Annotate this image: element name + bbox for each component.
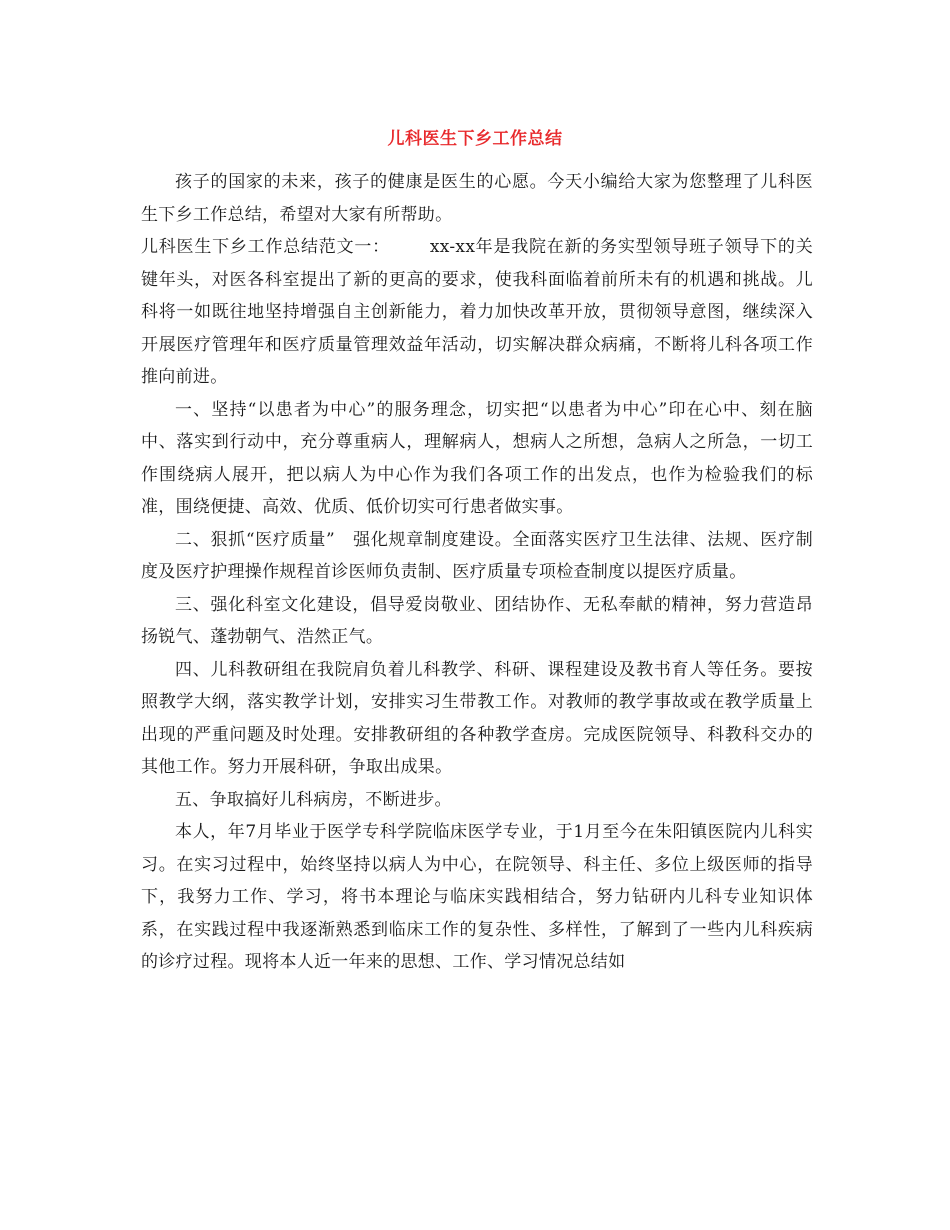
sample-body: xx-xx年是我院在新的务实型领导班子领导下的关键年头，对医各科室提出了新的更高的要求，使我科面临着前所未有的机遇和挑战。儿科将一如既往地坚持增强自主创新能力，着力加快改革开放，贯彻领导意图，继续深入开展医疗管理年和医疗质量管理效益年活动，切实解决群众病痛，不断将儿科各项工作推向前进。 [141, 237, 813, 387]
sample-paragraph [141, 231, 813, 394]
point-three-paragraph: 三、强化科室文化建设，倡导爱岗敬业、团结协作、无私奉献的精神，努力营造昂扬锐气、蓬勃朝气、浩然正气。 [141, 594, 813, 647]
point-four-paragraph: 四、儿科教研组在我院肩负着儿科教学、科研、课程建设及教书育人等任务。要按照教学大纲，落实教学计划，安排实习生带教工作。对教师的教学事故或在教学质量上出现的严重问题及时处理。安排教研组的各种教学查房。完成医院领导、科教科交办的其他工作。努力开展科研，争取出成果。 [141, 659, 813, 777]
self-summary-paragraph: 本人，年7月毕业于医学专科学院临床医学专业，于1月至今在朱阳镇医院内儿科实习。在实习过程中，始终坚持以病人为中心，在院领导、科主任、多位上级医师的指导下，我努力工作、学习，将书本理论与临床实践相结合，努力钻研内儿科专业知识体系，在实践过程中我逐渐熟悉到临床工作的复杂性、多样性，了解到了一些内儿科疾病的诊疗过程。现将本人近一年来的思想、工作、学习情况总结如 [141, 822, 813, 972]
document-title: 儿科医生下乡工作总结 [387, 129, 563, 149]
point-two-paragraph: 二、狠抓“医疗质量” 强化规章制度建设。全面落实医疗卫生法律、法规、医疗制度及医疗护理操作规程首诊医师负责制、医疗质量专项检查制度以提医疗质量。 [141, 529, 813, 582]
point-one-paragraph: 一、坚持“以患者为中心”的服务理念，切实把“以患者为中心”印在心中、刻在脑中、落实到行动中，充分尊重病人，理解病人，想病人之所想，急病人之所急，一切工作围绕病人展开，把以病人为中心作为我们各项工作的出发点，也作为检验我们的标准，围绕便捷、高效、优质、低价切实可行患者做实事。 [141, 399, 813, 517]
intro-paragraph: 孩子的国家的未来，孩子的健康是医生的心愿。今天小编给大家为您整理了儿科医生下乡工作总结，希望对大家有所帮助。 [141, 172, 813, 225]
point-five-paragraph: 五、争取搞好儿科病房，不断进步。 [175, 789, 452, 810]
document-body [141, 166, 813, 979]
sample-heading: 儿科医生下乡工作总结范文一： [141, 237, 390, 257]
